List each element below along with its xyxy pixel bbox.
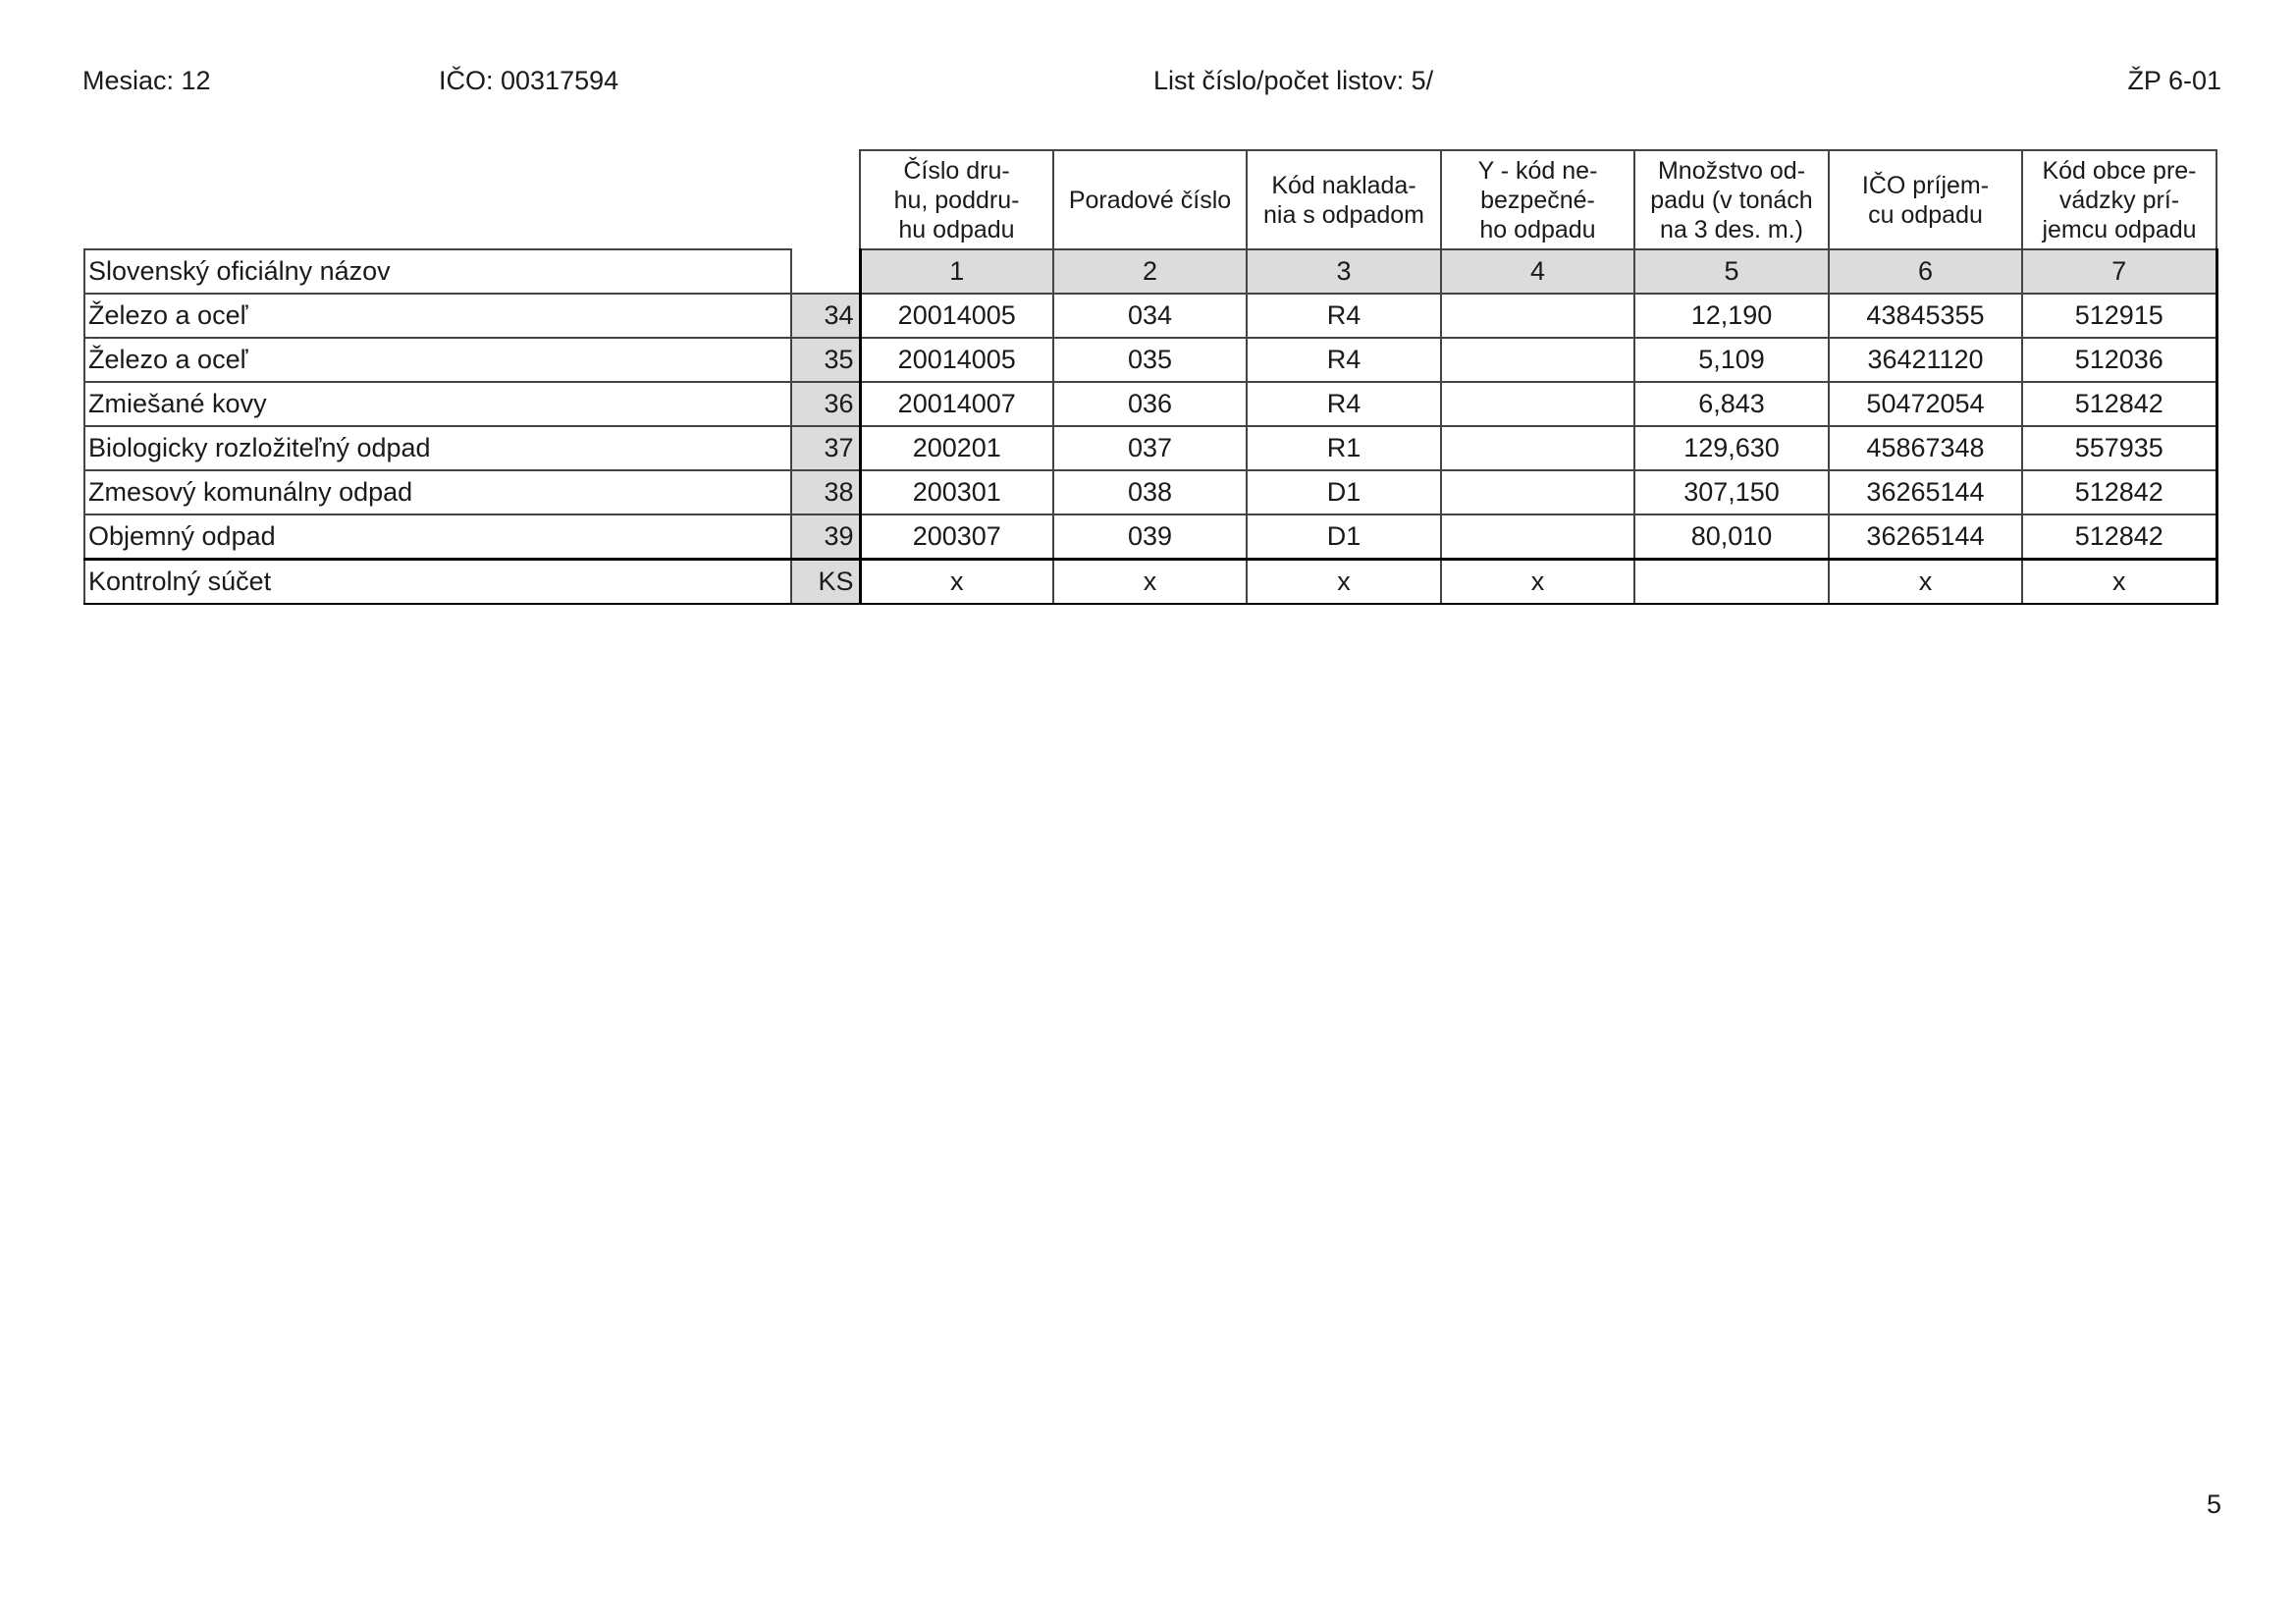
handling-code: D1 xyxy=(1247,470,1441,514)
column-header: Kód naklada- nia s odpadom xyxy=(1247,150,1441,249)
form-code: ŽP 6-01 xyxy=(2127,66,2221,95)
recipient-municipality-code: 512036 xyxy=(2022,338,2216,382)
column-number: 6 xyxy=(1829,249,2022,294)
recipient-municipality-code: 512842 xyxy=(2022,470,2216,514)
column-number: 7 xyxy=(2022,249,2216,294)
column-number: 2 xyxy=(1053,249,1247,294)
order-number: 036 xyxy=(1053,382,1247,426)
waste-quantity xyxy=(1634,560,1829,605)
handling-code: R4 xyxy=(1247,382,1441,426)
waste-code: x xyxy=(860,560,1053,605)
waste-code: 20014005 xyxy=(860,294,1053,338)
row-number: 36 xyxy=(791,382,860,426)
handling-code: R4 xyxy=(1247,294,1441,338)
recipient-municipality-code: x xyxy=(2022,560,2216,605)
order-number: 037 xyxy=(1053,426,1247,470)
order-number: 039 xyxy=(1053,514,1247,560)
waste-table xyxy=(83,149,2218,605)
row-number: 37 xyxy=(791,426,860,470)
handling-code: R4 xyxy=(1247,338,1441,382)
column-header: Číslo dru- hu, poddru- hu odpadu xyxy=(860,150,1053,249)
hazard-y-code xyxy=(1441,470,1634,514)
checksum-label: Kontrolný súčet xyxy=(84,560,791,605)
column-header: Množstvo od- padu (v tonách na 3 des. m.) xyxy=(1634,150,1829,249)
table-row xyxy=(84,382,2216,426)
sheet-number-label: List číslo/počet listov: 5/ xyxy=(1153,66,1434,95)
waste-code: 20014007 xyxy=(860,382,1053,426)
row-number: 34 xyxy=(791,294,860,338)
recipient-ico: 36421120 xyxy=(1829,338,2022,382)
hazard-y-code xyxy=(1441,382,1634,426)
month-label: Mesiac: 12 xyxy=(82,66,211,95)
table-row xyxy=(84,514,2216,560)
waste-name: Zmesový komunálny odpad xyxy=(84,470,791,514)
waste-quantity: 12,190 xyxy=(1634,294,1829,338)
recipient-municipality-code: 512915 xyxy=(2022,294,2216,338)
column-number: 3 xyxy=(1247,249,1441,294)
waste-name: Zmiešané kovy xyxy=(84,382,791,426)
waste-quantity: 5,109 xyxy=(1634,338,1829,382)
waste-name: Železo a oceľ xyxy=(84,338,791,382)
waste-table-body xyxy=(84,150,2216,604)
hazard-y-code: x xyxy=(1441,560,1634,605)
recipient-ico: 36265144 xyxy=(1829,514,2022,560)
checksum-row xyxy=(84,560,2216,605)
table-row xyxy=(84,338,2216,382)
waste-code: 200307 xyxy=(860,514,1053,560)
order-number: 038 xyxy=(1053,470,1247,514)
column-header: Poradové číslo xyxy=(1053,150,1247,249)
waste-quantity: 6,843 xyxy=(1634,382,1829,426)
waste-name: Biologicky rozložiteľný odpad xyxy=(84,426,791,470)
ico-label: IČO: 00317594 xyxy=(439,66,619,95)
table-row xyxy=(84,294,2216,338)
hazard-y-code xyxy=(1441,338,1634,382)
recipient-municipality-code: 512842 xyxy=(2022,382,2216,426)
column-number: 1 xyxy=(860,249,1053,294)
handling-code: D1 xyxy=(1247,514,1441,560)
waste-code: 200201 xyxy=(860,426,1053,470)
handling-code: x xyxy=(1247,560,1441,605)
hazard-y-code xyxy=(1441,294,1634,338)
recipient-ico: 45867348 xyxy=(1829,426,2022,470)
name-column-header: Slovenský oficiálny názov xyxy=(84,249,791,294)
row-number: 39 xyxy=(791,514,860,560)
recipient-ico: 36265144 xyxy=(1829,470,2022,514)
column-header: IČO príjem- cu odpadu xyxy=(1829,150,2022,249)
recipient-ico: 50472054 xyxy=(1829,382,2022,426)
order-number: 035 xyxy=(1053,338,1247,382)
hazard-y-code xyxy=(1441,514,1634,560)
waste-quantity: 307,150 xyxy=(1634,470,1829,514)
recipient-ico: x xyxy=(1829,560,2022,605)
row-number: 38 xyxy=(791,470,860,514)
column-number-row xyxy=(84,249,2216,294)
waste-name: Železo a oceľ xyxy=(84,294,791,338)
column-header: Kód obce pre- vádzky prí- jemcu odpadu xyxy=(2022,150,2216,249)
table-row xyxy=(84,426,2216,470)
column-number: 4 xyxy=(1441,249,1634,294)
order-number: 034 xyxy=(1053,294,1247,338)
checksum-code: KS xyxy=(791,560,860,605)
table-row xyxy=(84,470,2216,514)
recipient-municipality-code: 512842 xyxy=(2022,514,2216,560)
waste-name: Objemný odpad xyxy=(84,514,791,560)
column-number: 5 xyxy=(1634,249,1829,294)
handling-code: R1 xyxy=(1247,426,1441,470)
recipient-municipality-code: 557935 xyxy=(2022,426,2216,470)
column-header: Y - kód ne- bezpečné- ho odpadu xyxy=(1441,150,1634,249)
row-number: 35 xyxy=(791,338,860,382)
column-header-row xyxy=(84,150,2216,249)
order-number: x xyxy=(1053,560,1247,605)
waste-code: 200301 xyxy=(860,470,1053,514)
waste-quantity: 80,010 xyxy=(1634,514,1829,560)
recipient-ico: 43845355 xyxy=(1829,294,2022,338)
hazard-y-code xyxy=(1441,426,1634,470)
page-number: 5 xyxy=(2206,1489,2221,1519)
waste-quantity: 129,630 xyxy=(1634,426,1829,470)
waste-code: 20014005 xyxy=(860,338,1053,382)
